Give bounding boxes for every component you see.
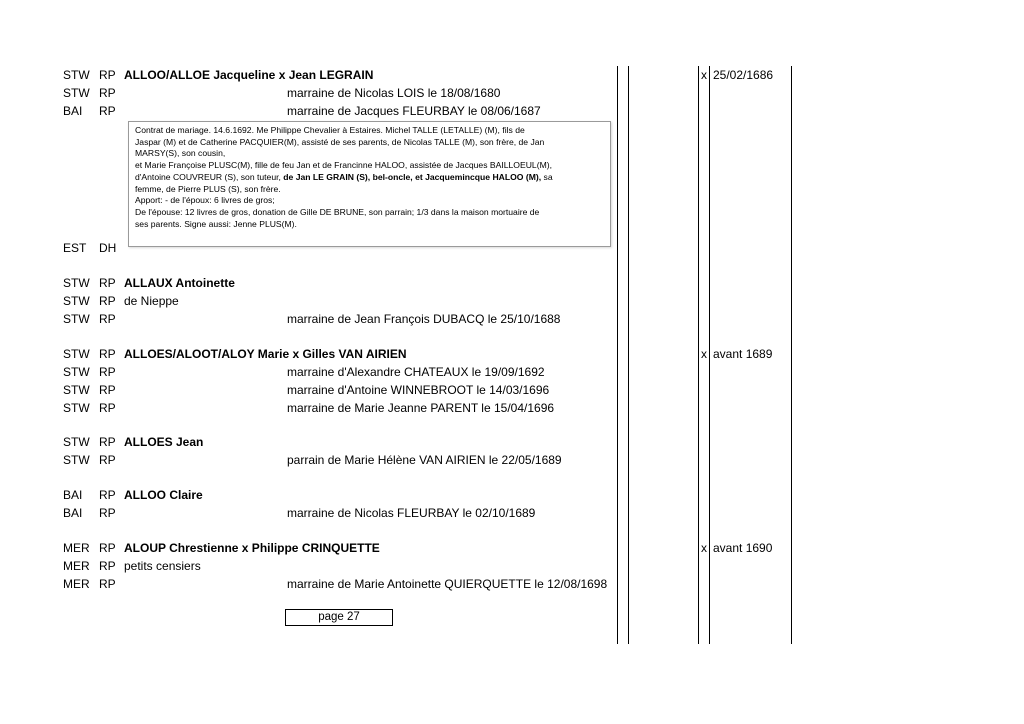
parish-code: STW	[63, 68, 90, 82]
parish-code: BAI	[63, 488, 83, 502]
parish-code: STW	[63, 365, 90, 379]
event-text: marraine de Marie Antoinette QUIERQUETTE le 12/08/1698	[287, 577, 608, 591]
person-name: ALLOES/ALOOT/ALOY Marie x Gilles VAN AIRIEN	[124, 347, 407, 361]
parish-code: EST	[63, 241, 87, 255]
event-text: marraine d'Antoine WINNEBROOT le 14/03/1696	[287, 383, 550, 397]
marriage-mark: x	[701, 541, 707, 555]
parish-code: BAI	[63, 506, 83, 520]
note-line: Contrat de mariage. 14.6.1692. Me Philippe Chevalier à Estaires. Michel TALLE (LETALLE) (M), fils de	[135, 125, 525, 135]
marriage-date: avant 1689	[713, 347, 773, 361]
parish-code: STW	[63, 383, 90, 397]
note-line: d'Antoine COUVREUR (S), son tuteur, de Jan LE GRAIN (S), bel-oncle, et Jacquemincque HALOO (M), sa	[135, 171, 553, 182]
event-text: parrain de Marie Hélène VAN AIRIEN le 22/05/1689	[287, 453, 562, 467]
parish-code: STW	[63, 276, 90, 290]
source-code: RP	[99, 541, 116, 555]
marriage-contract-note	[128, 121, 611, 247]
parish-code: STW	[63, 86, 90, 100]
parish-code: MER	[63, 541, 90, 555]
note-line: femme, de Pierre PLUS (S), son frère.	[135, 183, 281, 194]
event-text: marraine de Nicolas FLEURBAY le 02/10/1689	[287, 506, 536, 520]
event-text: marraine de Jacques FLEURBAY le 08/06/1687	[287, 104, 541, 118]
event-text: marraine de Jean François DUBACQ le 25/10/1688	[287, 312, 561, 326]
page-number: page 27	[285, 609, 393, 626]
person-name: ALLOES Jean	[124, 435, 204, 449]
source-code: RP	[99, 276, 116, 290]
marriage-mark: x	[701, 68, 707, 82]
event-text: marraine de Marie Jeanne PARENT le 15/04/1696	[287, 401, 555, 415]
parish-code: STW	[63, 453, 90, 467]
note-line: et Marie Françoise PLUSC(M), fille de feu Jan et de Francinne HALOO, assistée de Jacques BAILLOEUL(M),	[135, 160, 552, 171]
parish-code: STW	[63, 435, 90, 449]
event-text: marraine d'Alexandre CHATEAUX le 19/09/1692	[287, 365, 545, 379]
source-code: RP	[99, 453, 116, 467]
parish-code: STW	[63, 347, 90, 361]
parish-code: MER	[63, 559, 90, 573]
parish-code: BAI	[63, 104, 83, 118]
source-code: RP	[99, 559, 116, 573]
source-code: RP	[99, 383, 116, 397]
source-code: RP	[99, 577, 116, 591]
note-line: Apport: - de l'époux: 6 livres de gros;	[135, 195, 275, 206]
person-name: ALLAUX Antoinette	[124, 276, 235, 290]
column-rule	[709, 66, 710, 644]
source-code: RP	[99, 435, 116, 449]
column-rule	[698, 66, 699, 644]
column-rule	[617, 66, 618, 644]
marriage-date: 25/02/1686	[713, 68, 774, 82]
source-code: RP	[99, 488, 116, 502]
source-code: RP	[99, 506, 116, 520]
column-rule	[628, 66, 629, 644]
source-code: RP	[99, 68, 116, 82]
person-name: ALOUP Chrestienne x Philippe CRINQUETTE	[124, 541, 380, 555]
note-line: MARSY(S), son cousin,	[135, 148, 226, 159]
source-code: RP	[99, 312, 116, 326]
person-name: ALLOO/ALLOE Jacqueline x Jean LEGRAIN	[124, 68, 374, 82]
parish-code: STW	[63, 401, 90, 415]
marriage-mark: x	[701, 347, 707, 361]
parish-code: STW	[63, 294, 90, 308]
source-code: RP	[99, 104, 116, 118]
source-code: RP	[99, 365, 116, 379]
source-code: RP	[99, 347, 116, 361]
person-name: ALLOO Claire	[124, 488, 203, 502]
source-code: DH	[99, 241, 117, 255]
note-line: De l'épouse: 12 livres de gros, donation de Gille DE BRUNE, son parrain; 1/3 dans la maison mortuaire de	[135, 206, 540, 217]
detail-text: petits censiers	[124, 559, 201, 573]
parish-code: STW	[63, 312, 90, 326]
detail-text: de Nieppe	[124, 294, 179, 308]
source-code: RP	[99, 86, 116, 100]
event-text: marraine de Nicolas LOIS le 18/08/1680	[287, 86, 501, 100]
marriage-date: avant 1690	[713, 541, 773, 555]
note-line: Jaspar (M) et de Catherine PACQUIER(M), assisté de ses parents, de Nicolas TALLE (M), son frère, de Jan	[135, 136, 545, 147]
note-line: ses parents. Signe aussi: Jenne PLUS(M).	[135, 218, 297, 229]
source-code: RP	[99, 401, 116, 415]
column-rule	[791, 66, 792, 644]
source-code: RP	[99, 294, 116, 308]
parish-code: MER	[63, 577, 90, 591]
